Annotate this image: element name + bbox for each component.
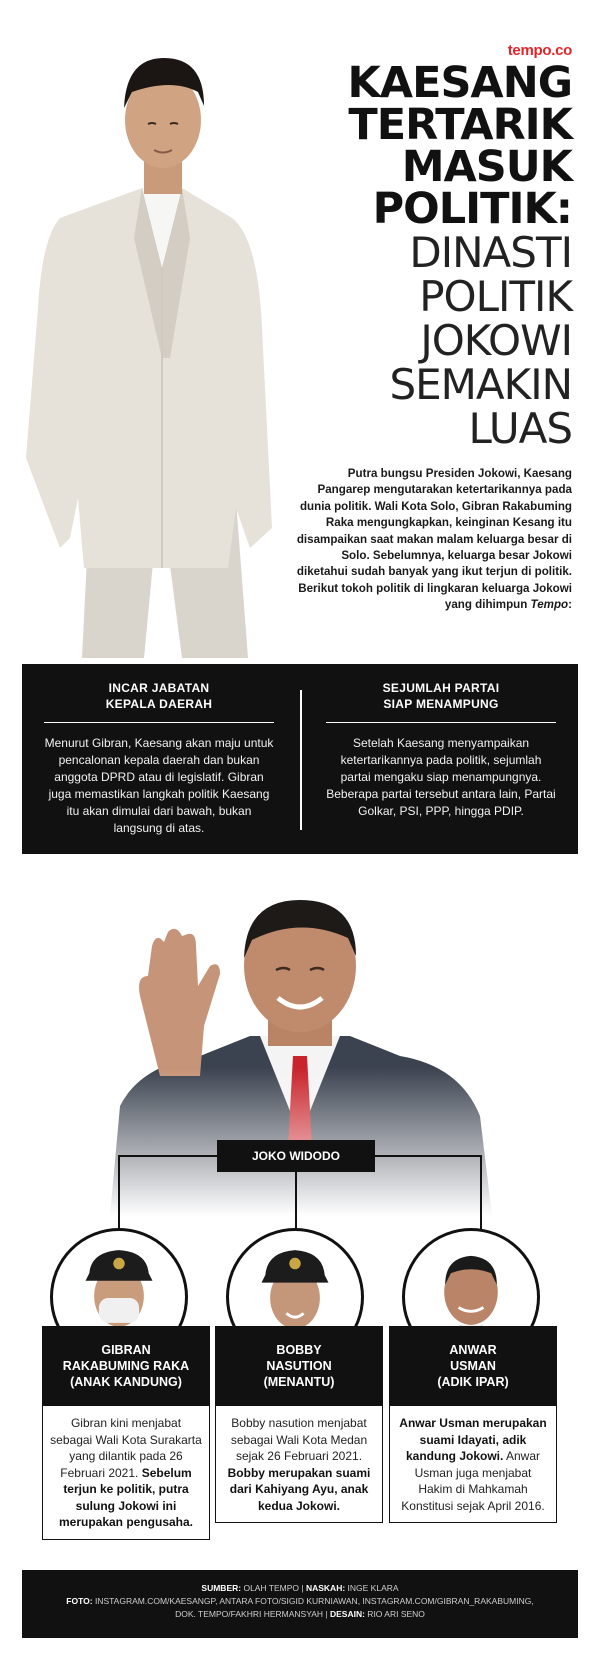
credit-value: INSTAGRAM.COM/KAESANGP, ANTARA FOTO/SIGID KURNIAWAN, INSTAGRAM.COM/GIBRAN_RAKABUMING, (92, 1596, 534, 1606)
desc-highlight: Sebelum terjun ke politik, putra sulung Jokowi ini merupakan pengusaha. (58, 1465, 194, 1529)
subheadline-line: SEMAKIN (389, 360, 572, 409)
person-desc-gibran (42, 1406, 210, 1540)
person-name-gibran (42, 1326, 210, 1406)
desc-highlight: Anwar Usman merupakan suami Idayati, adik kandung Jokowi. (399, 1416, 547, 1463)
credit-value: DOK. TEMPO/FAKHRI HERMANSYAH | (175, 1609, 330, 1619)
credits-footer (22, 1570, 578, 1638)
headline-line: MASUK (401, 142, 572, 192)
divider (44, 722, 274, 723)
column-body: Setelah Kaesang menyampaikan ketertarikannya pada politik, sejumlah partai mengaku siap menampungnya. Beberapa partai tersebut antara lain, Partai Golkar, PSI, PPP, hingga PDIP. (326, 736, 556, 818)
headline-line: TERTARIK (348, 100, 572, 150)
credit-label: DESAIN: (329, 1609, 365, 1619)
person-relation: (ADIK IPAR) (437, 1375, 509, 1389)
column-heading (326, 680, 556, 712)
column-heading-line: KEPALA DAERAH (105, 697, 213, 711)
headline-line: POLITIK: (372, 184, 572, 234)
person-name-line: USMAN (450, 1359, 496, 1373)
credit-label: NASKAH: (305, 1583, 346, 1593)
credit-value: RIO ARI SENO (364, 1609, 425, 1619)
person-name-anwar (389, 1326, 557, 1406)
divider (326, 722, 556, 723)
intro-source: Tempo (530, 598, 569, 612)
subheadline-line: JOKOWI (420, 316, 572, 365)
headline (272, 58, 572, 453)
column-body: Menurut Gibran, Kaesang akan maju untuk pencalonan kepala daerah dan bukan anggota DPRD atau di legislatif. Gibran juga memastikan langkah politik Kaesang itu akan dimulai dari bawah, bukan langsung di atas. (44, 736, 274, 835)
person-name-line: BOBBY (276, 1343, 322, 1357)
column-heading-line: INCAR JABATAN (108, 681, 210, 695)
root-label: JOKO WIDODO (217, 1140, 375, 1172)
intro-text: Putra bungsu Presiden Jokowi, Kaesang Pangarep mengutarakan ketertarikannya pada dunia politik. Wali Kota Solo, Gibran Rakabuming Raka mengungkapkan, keinginan Kesang itu disampaikan saat makan malam keluarga besar di Solo. Sebelumnya, keluarga besar Jokowi diketahui sudah banyak yang ikut terjun di politik. Berikut tokoh politik di lingkaran keluarga Jokowi yang dihimpun (296, 467, 572, 612)
vertical-divider (300, 690, 302, 830)
credit-value: OLAH TEMPO | (241, 1583, 306, 1593)
tree-connector (375, 1155, 482, 1157)
tempo-logo: tempo.co (507, 42, 572, 59)
kaesang-portrait (22, 28, 284, 666)
credit-value: INGE KLARA (345, 1583, 399, 1593)
tree-connector (118, 1155, 217, 1157)
intro-suffix: : (568, 598, 572, 612)
person-relation: (MENANTU) (263, 1375, 335, 1389)
column-heading-line: SEJUMLAH PARTAI (382, 681, 500, 695)
subheadline-line: POLITIK (419, 272, 572, 321)
desc-text: Anwar Usman juga menjabat Hakim di Mahkamah Konstitusi sejak April 2016. (401, 1449, 545, 1513)
credits-line (22, 1582, 578, 1595)
desc-highlight: Bobby merupakan suami dari Kahiyang Ayu, anak kedua Jokowi. (227, 1465, 371, 1513)
person-name-bobby (215, 1326, 383, 1406)
desc-text: Bobby nasution menjabat sebagai Wali Kota Medan sejak 26 Februari 2021. (230, 1416, 368, 1463)
column-heading (44, 680, 274, 712)
column-heading-line: SIAP MENAMPUNG (383, 697, 499, 711)
info-column-right (326, 680, 556, 820)
info-panel (22, 664, 578, 854)
headline-line: KAESANG (347, 58, 572, 108)
intro-paragraph (292, 466, 572, 614)
desc-text: Gibran kini menjabat sebagai Wali Kota Surakarta yang dilantik pada 26 Februari 2021. (50, 1416, 202, 1480)
info-column-left (44, 680, 274, 837)
person-name-line: RAKABUMING RAKA (62, 1359, 190, 1373)
person-relation: (ANAK KANDUNG) (70, 1375, 182, 1389)
tree-connector (118, 1155, 120, 1230)
subheadline-line: LUAS (468, 404, 572, 453)
credits-line (22, 1595, 578, 1608)
credits-line (22, 1608, 578, 1621)
person-name-line: GIBRAN (101, 1343, 151, 1357)
subheadline-line: DINASTI (409, 228, 572, 277)
person-desc-bobby (215, 1406, 383, 1523)
person-desc-anwar (389, 1406, 557, 1523)
credit-label: SUMBER: (201, 1583, 242, 1593)
tree-connector (295, 1172, 297, 1230)
person-name-line: ANWAR (449, 1343, 497, 1357)
person-name-line: NASUTION (266, 1359, 332, 1373)
tree-connector (480, 1155, 482, 1230)
credit-label: FOTO: (66, 1596, 93, 1606)
